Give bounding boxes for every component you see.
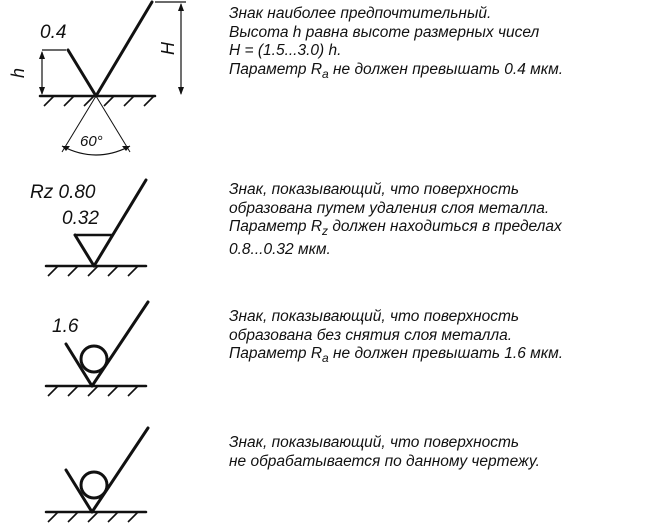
desc2-line4: 0.8...0.32 мкм. bbox=[229, 240, 331, 258]
desc3-line2: образована без снятия слоя металла. bbox=[229, 326, 513, 344]
sign3-param: 1.6 bbox=[52, 316, 79, 337]
sign2-param-bottom: 0.32 bbox=[62, 208, 99, 229]
desc4-line1: Знак, показывающий, что поверхность bbox=[229, 434, 520, 451]
desc3-line3: Параметр $R_a$ не должен превышать 1.6 мкм. bbox=[229, 345, 564, 366]
description-3 bbox=[229, 308, 563, 368]
description-2 bbox=[229, 181, 562, 259]
desc2-line3: Параметр $R_z$ должен находиться в пределах bbox=[229, 218, 562, 239]
desc1-line2: Высота h равна высоте размерных чисел bbox=[229, 23, 540, 41]
sign2-param-top: Rz 0.80 bbox=[30, 182, 96, 203]
description-4 bbox=[229, 434, 540, 471]
roughness-sign-no-removal-icon bbox=[0, 300, 220, 415]
roughness-sign-removal-icon bbox=[0, 178, 220, 293]
desc1-line3: H = (1.5...3.0) h. bbox=[229, 42, 342, 59]
sign1-height-small: h bbox=[8, 67, 28, 78]
desc3-line1: Знак, показывающий, что поверхность bbox=[229, 308, 520, 325]
sign1-angle: 60° bbox=[80, 133, 103, 150]
sign1-param: 0.4 bbox=[40, 22, 67, 43]
desc4-line2: не обрабатывается по данному чертежу. bbox=[229, 452, 540, 470]
description-1 bbox=[229, 5, 563, 83]
desc1-line1: Знак наиболее предпочтительный. bbox=[229, 5, 492, 22]
roughness-sign-unprocessed-icon bbox=[0, 420, 220, 532]
desc1-line4: Параметр $R_a$ не должен превышать 0.4 мкм. bbox=[229, 60, 564, 81]
desc2-line1: Знак, показывающий, что поверхность bbox=[229, 181, 520, 198]
roughness-sign-basic-icon bbox=[0, 0, 220, 165]
desc2-line2: образована путем удаления слоя металла. bbox=[229, 199, 550, 217]
sign1-height-large: H bbox=[158, 42, 178, 55]
